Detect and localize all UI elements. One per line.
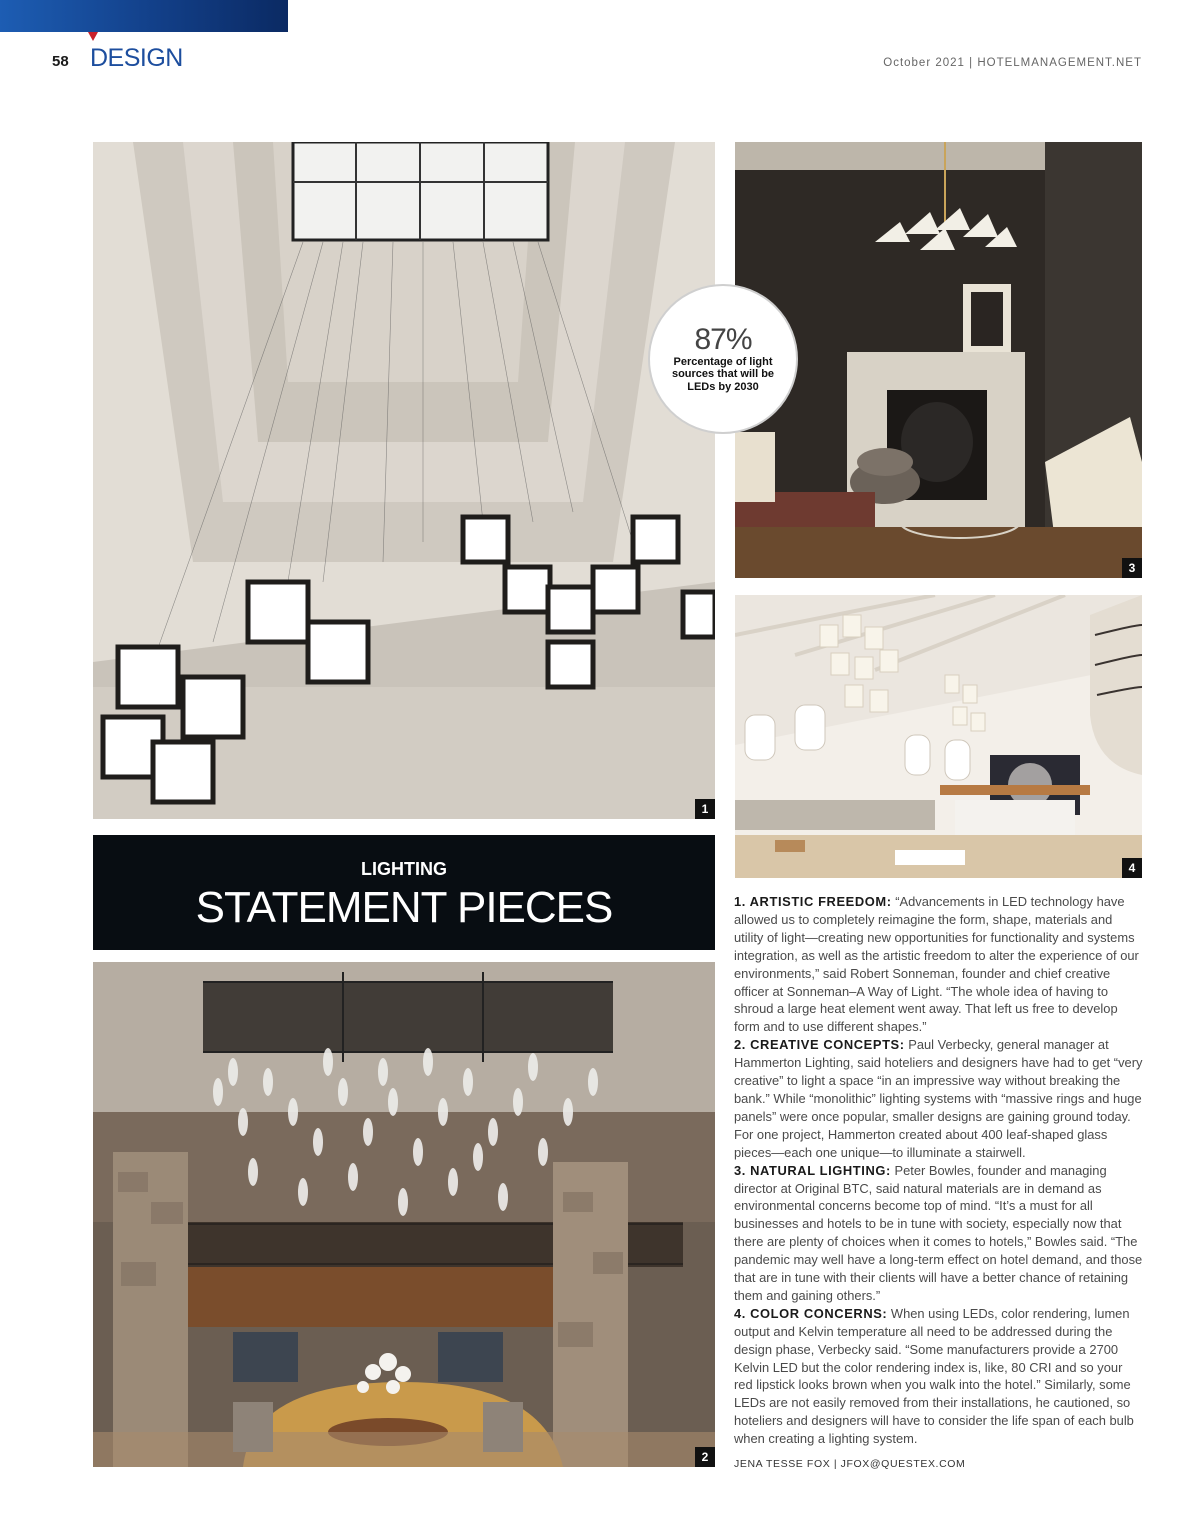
stat-value: 87% <box>694 322 752 356</box>
photo-number-3: 3 <box>1122 558 1142 578</box>
article-text-3: Peter Bowles, founder and managing director at Original BTC, said natural materials are in demand as environmental concerns become top of mind. “It’s a must for all businesses and hotels to be in tune with society, especially now that there are plenty of choices when it comes to hotels,” Bowles said. “The pandemic may well have a long-term effect on hotel demand, and those that are in tune with their clients will have a better chance of retaining them and gaining others.” <box>734 1162 1143 1303</box>
section-title: DESIGN <box>90 44 183 72</box>
stat-callout <box>648 284 798 434</box>
article-subhead-1: 1. ARTISTIC FREEDOM: <box>734 894 892 909</box>
stat-caption: Percentage of light sources that will be LEDs by 2030 <box>671 355 775 393</box>
article-body <box>734 893 1144 1448</box>
headline-kicker: LIGHTING <box>361 859 447 879</box>
article-text-2: Paul Verbecky, general manager at Hammerton Lighting, said hoteliers and designers have had to get “very creative” to light a space “in an impressive way without breaking the bank.” While “monolithic” lighting systems with “massive rings and huge panels” were once popular, smaller designs are gaining ground today. For one project, Hammerton created about 400 leaf-shaped glass pieces—each one unique—to illuminate a stairwell. <box>734 1037 1143 1160</box>
header-red-marker <box>88 32 98 41</box>
article-paragraph-4 <box>734 1305 1144 1448</box>
article-text-1: “Advancements in LED technology have allowed us to completely reimagine the form, shape, materials and utility of light—creating new opportunities for functionality and systems integration, as well as the artistic freedom to alter the experience of our environments,” said Robert Sonneman, founder and chief creative officer at Sonneman–A Way of Light. “The whole idea of having to shroud a large heat element went away. That left us free to develop form and to use different shapes.” <box>734 894 1139 1035</box>
header-color-bar <box>0 0 288 32</box>
photo-atrium-cube-pendants <box>93 142 715 819</box>
article-paragraph-3 <box>734 1162 1144 1305</box>
article-paragraph-1 <box>734 893 1144 1036</box>
headline-box <box>93 835 715 950</box>
photo-number-1: 1 <box>695 799 715 819</box>
article-subhead-2: 2. CREATIVE CONCEPTS: <box>734 1037 905 1053</box>
article-subhead-3: 3. NATURAL LIGHTING: <box>734 1162 891 1178</box>
headline: STATEMENT PIECES <box>195 883 613 932</box>
article-text-4: When using LEDs, color rendering, lumen output and Kelvin temperature all need to be addressed during the design phase, Verbecky said. “Some manufacturers provide a 2700 Kelvin LED but the color rendering index is, like, 80 CRI and so your red lipstick looks brown when you walk into the hotel.” Similarly, some LEDs are not easily removed from their installations, he cautioned, so hoteliers and designers will have to consider the life span of each bulb when creating a lighting system. <box>734 1305 1134 1447</box>
page-number: 58 <box>52 53 69 70</box>
article-subhead-4: 4. COLOR CONCERNS: <box>734 1305 888 1321</box>
photo-number-4: 4 <box>1122 858 1142 878</box>
article-paragraph-2 <box>734 1036 1144 1161</box>
photo-crystal-chandelier-lobby <box>93 962 715 1467</box>
issue-info: October 2021 | HOTELMANAGEMENT.NET <box>883 57 1142 69</box>
photo-bright-lobby <box>735 595 1142 878</box>
byline: JENA TESSE FOX | JFOX@QUESTEX.COM <box>734 1458 966 1470</box>
photo-number-2: 2 <box>695 1447 715 1467</box>
